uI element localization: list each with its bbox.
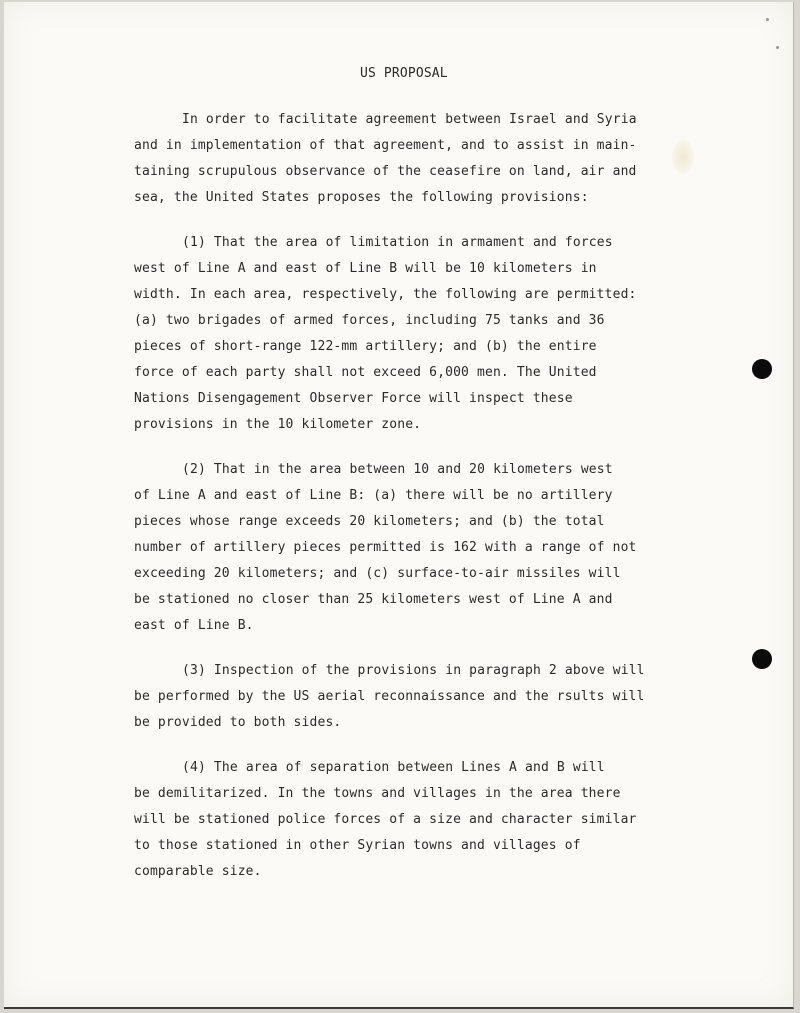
punch-hole-bottom [752,649,772,669]
text-line: will be stationed police forces of a size and character similar [134,812,637,827]
text-line: (3) Inspection of the provisions in paragraph 2 above will [182,663,645,678]
text-line: (1) That the area of limitation in armament and forces [182,235,613,250]
punch-hole-top [752,359,772,379]
text-line: to those stationed in other Syrian towns and villages of [134,838,581,853]
text-line: (a) two brigades of armed forces, including 75 tanks and 36 [134,313,605,328]
text-line: width. In each area, respectively, the following are permitted: [134,287,637,302]
text-line: be performed by the US aerial reconnaissance and the rsults will [134,689,645,704]
text-line: be stationed no closer than 25 kilometers west of Line A and [134,592,613,607]
provision-3-paragraph [134,658,674,736]
text-line: west of Line A and east of Line B will be 10 kilometers in [134,261,597,276]
text-line: pieces of short-range 122-mm artillery; and (b) the entire [134,339,597,354]
text-line: and in implementation of that agreement, and to assist in main- [134,138,637,153]
paper-speck [766,18,769,21]
text-line: number of artillery pieces permitted is 162 with a range of not [134,540,637,555]
provision-4-paragraph [134,755,674,885]
paper-stain [672,140,694,174]
text-line: provisions in the 10 kilometer zone. [134,417,422,432]
provision-1-paragraph [134,230,674,438]
provision-2-paragraph [134,457,674,639]
text-line: pieces whose range exceeds 20 kilometers; and (b) the total [134,514,605,529]
text-line: exceeding 20 kilometers; and (c) surface-to-air missiles will [134,566,621,581]
text-line: (4) The area of separation between Lines A and B will [182,760,605,775]
text-line: be provided to both sides. [134,715,342,730]
text-line: east of Line B. [134,618,254,633]
intro-paragraph [134,107,674,211]
text-line: sea, the United States proposes the following provisions: [134,190,589,205]
document-title: US PROPOSAL [360,66,448,81]
text-line: force of each party shall not exceed 6,000 men. The United [134,365,597,380]
text-line: be demilitarized. In the towns and villages in the area there [134,786,621,801]
paper-speck [776,46,779,49]
text-line: taining scrupulous observance of the ceasefire on land, air and [134,164,637,179]
text-line: Nations Disengagement Observer Force will inspect these [134,391,573,406]
text-line: In order to facilitate agreement between Israel and Syria [182,112,637,127]
text-line: comparable size. [134,864,262,879]
text-line: of Line A and east of Line B: (a) there will be no artillery [134,488,613,503]
text-line: (2) That in the area between 10 and 20 kilometers west [182,462,613,477]
document-page [4,2,794,1009]
